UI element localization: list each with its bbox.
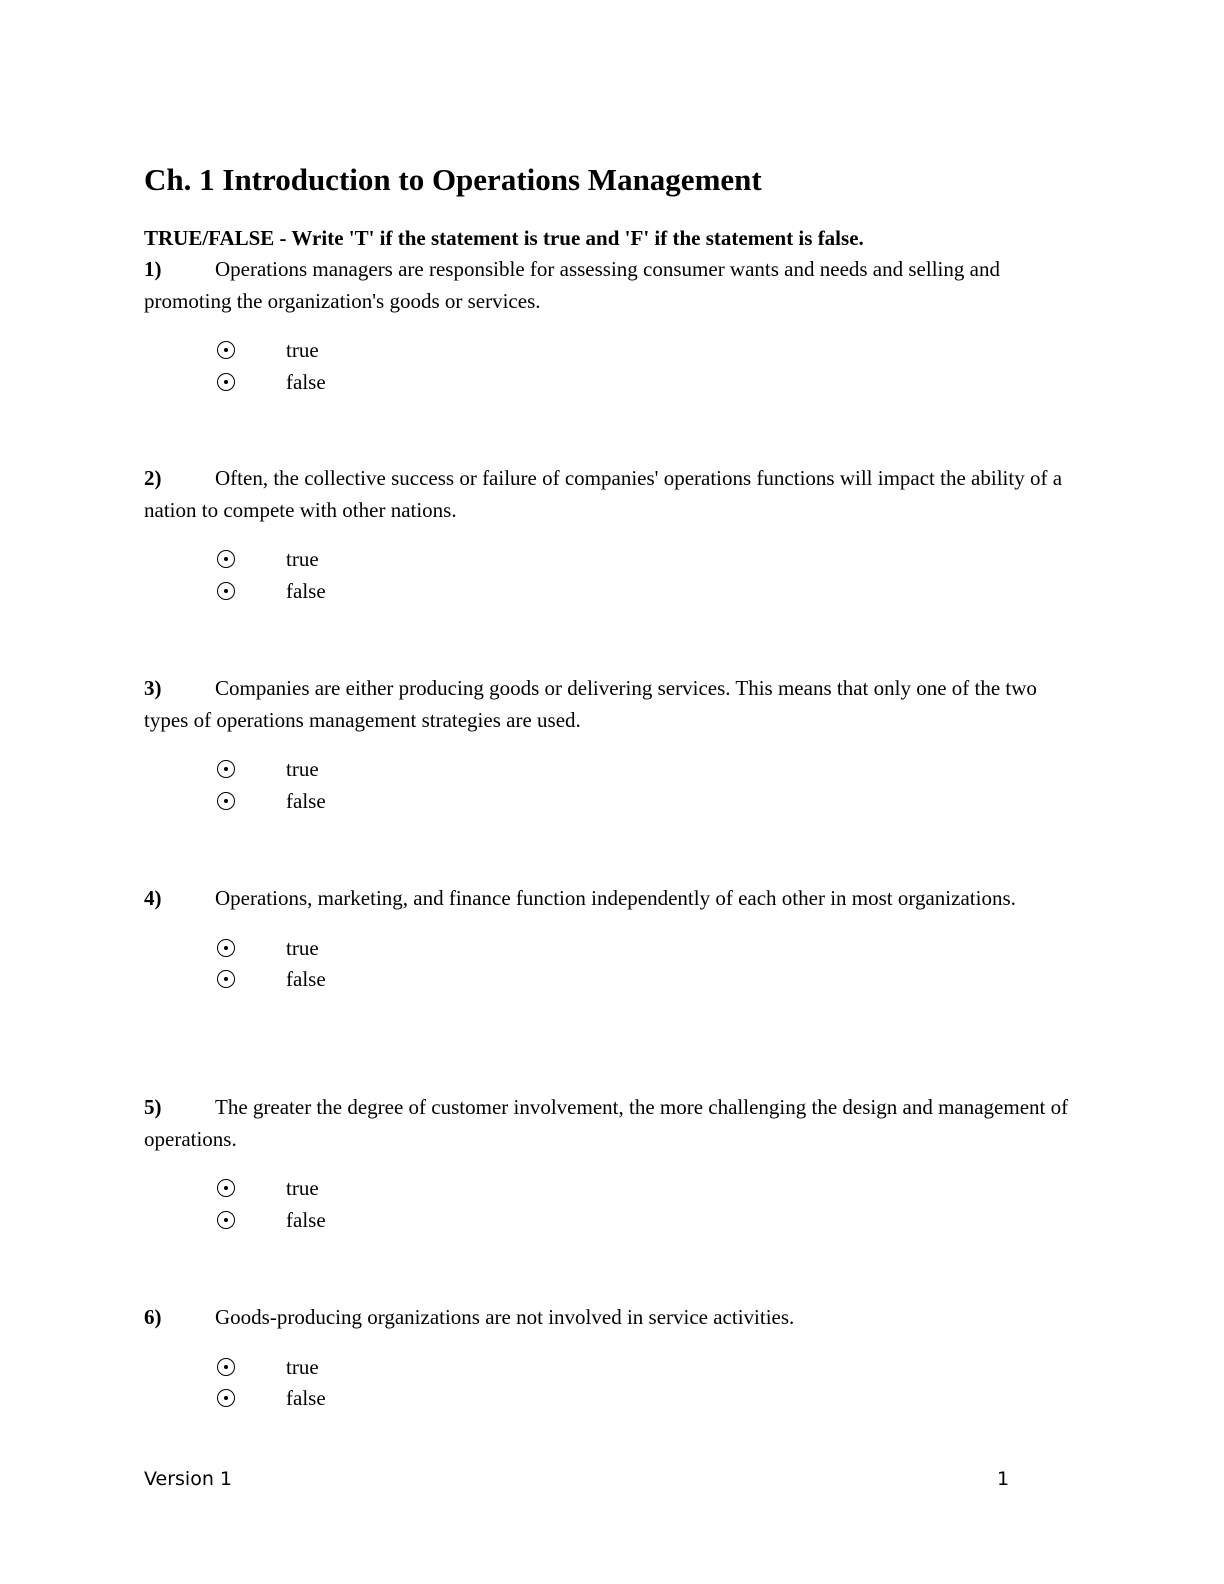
footer-page-number: 1 <box>997 1468 1010 1490</box>
radio-button-icon[interactable] <box>217 1389 235 1407</box>
question-text <box>144 883 1084 915</box>
instructions: TRUE/FALSE - Write 'T' if the statement is true and 'F' if the statement is false. <box>144 226 864 250</box>
question-4 <box>144 883 1084 996</box>
option-label: true <box>286 547 319 571</box>
option-true[interactable] <box>144 335 1084 367</box>
option-label: true <box>286 1176 319 1200</box>
option-label: false <box>286 578 326 603</box>
option-label: true <box>286 935 319 960</box>
question-text <box>144 463 1084 526</box>
option-true[interactable] <box>144 754 1084 786</box>
option-label: true <box>286 1354 319 1379</box>
option-false[interactable] <box>144 576 1084 608</box>
option-true[interactable] <box>144 933 1084 965</box>
radio-dot-icon <box>224 1365 228 1369</box>
radio-button-icon[interactable] <box>217 1211 235 1229</box>
option-label: false <box>286 1207 326 1232</box>
option-false[interactable] <box>144 1383 1084 1415</box>
option-false[interactable] <box>144 367 1084 399</box>
question-statement: Operations managers are responsible for assessing consumer wants and needs and selling and promoting the organization's goods or services. <box>144 257 1000 313</box>
radio-button-icon[interactable] <box>217 1358 235 1376</box>
question-text <box>144 1302 1084 1334</box>
option-label: true <box>286 338 319 362</box>
footer-version: Version 1 <box>144 1468 232 1490</box>
radio-button-icon[interactable] <box>217 341 235 359</box>
radio-button-icon[interactable] <box>217 970 235 988</box>
option-true[interactable] <box>144 1352 1084 1384</box>
answer-options <box>144 335 1084 398</box>
question-number: 6) <box>144 1305 162 1329</box>
radio-button-icon[interactable] <box>217 550 235 568</box>
radio-dot-icon <box>224 1186 228 1190</box>
question-2 <box>144 463 1084 607</box>
option-label: false <box>286 1386 326 1410</box>
radio-dot-icon <box>224 1396 228 1400</box>
radio-dot-icon <box>224 946 228 950</box>
question-text <box>144 1092 1084 1155</box>
question-statement: Companies are either producing goods or delivering services. This means that only one of the two types of operations management strategies are used. <box>144 676 1037 732</box>
question-statement: The greater the degree of customer involvement, the more challenging the design and management of operations. <box>144 1095 1069 1151</box>
answer-options <box>144 754 1084 817</box>
radio-dot-icon <box>224 799 228 803</box>
question-statement: Operations, marketing, and finance function independently of each other in most organizations. <box>215 886 1016 910</box>
question-5 <box>144 1092 1084 1236</box>
radio-dot-icon <box>224 557 228 561</box>
question-6 <box>144 1302 1084 1415</box>
answer-options <box>144 544 1084 607</box>
question-3 <box>144 673 1084 817</box>
radio-dot-icon <box>224 380 228 384</box>
radio-button-icon[interactable] <box>217 582 235 600</box>
answer-options <box>144 1173 1084 1236</box>
radio-dot-icon <box>224 767 228 771</box>
option-label: true <box>286 757 319 781</box>
question-text <box>144 673 1084 736</box>
question-number: 1) <box>144 257 162 281</box>
radio-button-icon[interactable] <box>217 939 235 957</box>
question-number: 3) <box>144 676 162 700</box>
radio-dot-icon <box>224 589 228 593</box>
question-number: 2) <box>144 466 162 490</box>
option-true[interactable] <box>144 1173 1084 1205</box>
option-false[interactable] <box>144 964 1084 996</box>
answer-options <box>144 933 1084 996</box>
option-false[interactable] <box>144 1205 1084 1237</box>
radio-button-icon[interactable] <box>217 1179 235 1197</box>
option-true[interactable] <box>144 544 1084 576</box>
question-number: 5) <box>144 1095 162 1119</box>
option-label: false <box>286 967 326 991</box>
option-label: false <box>286 369 326 394</box>
option-label: false <box>286 788 326 813</box>
radio-dot-icon <box>224 977 228 981</box>
answer-options <box>144 1352 1084 1415</box>
question-text <box>144 254 1084 317</box>
radio-dot-icon <box>224 1218 228 1222</box>
question-statement: Often, the collective success or failure of companies' operations functions will impact the ability of a nation to compete with other nations. <box>144 466 1063 522</box>
question-statement: Goods-producing organizations are not involved in service activities. <box>215 1305 795 1329</box>
radio-button-icon[interactable] <box>217 373 235 391</box>
question-1 <box>144 254 1084 398</box>
question-number: 4) <box>144 886 162 910</box>
option-false[interactable] <box>144 786 1084 818</box>
radio-dot-icon <box>224 348 228 352</box>
radio-button-icon[interactable] <box>217 760 235 778</box>
page-title: Ch. 1 Introduction to Operations Management <box>144 162 762 197</box>
radio-button-icon[interactable] <box>217 792 235 810</box>
